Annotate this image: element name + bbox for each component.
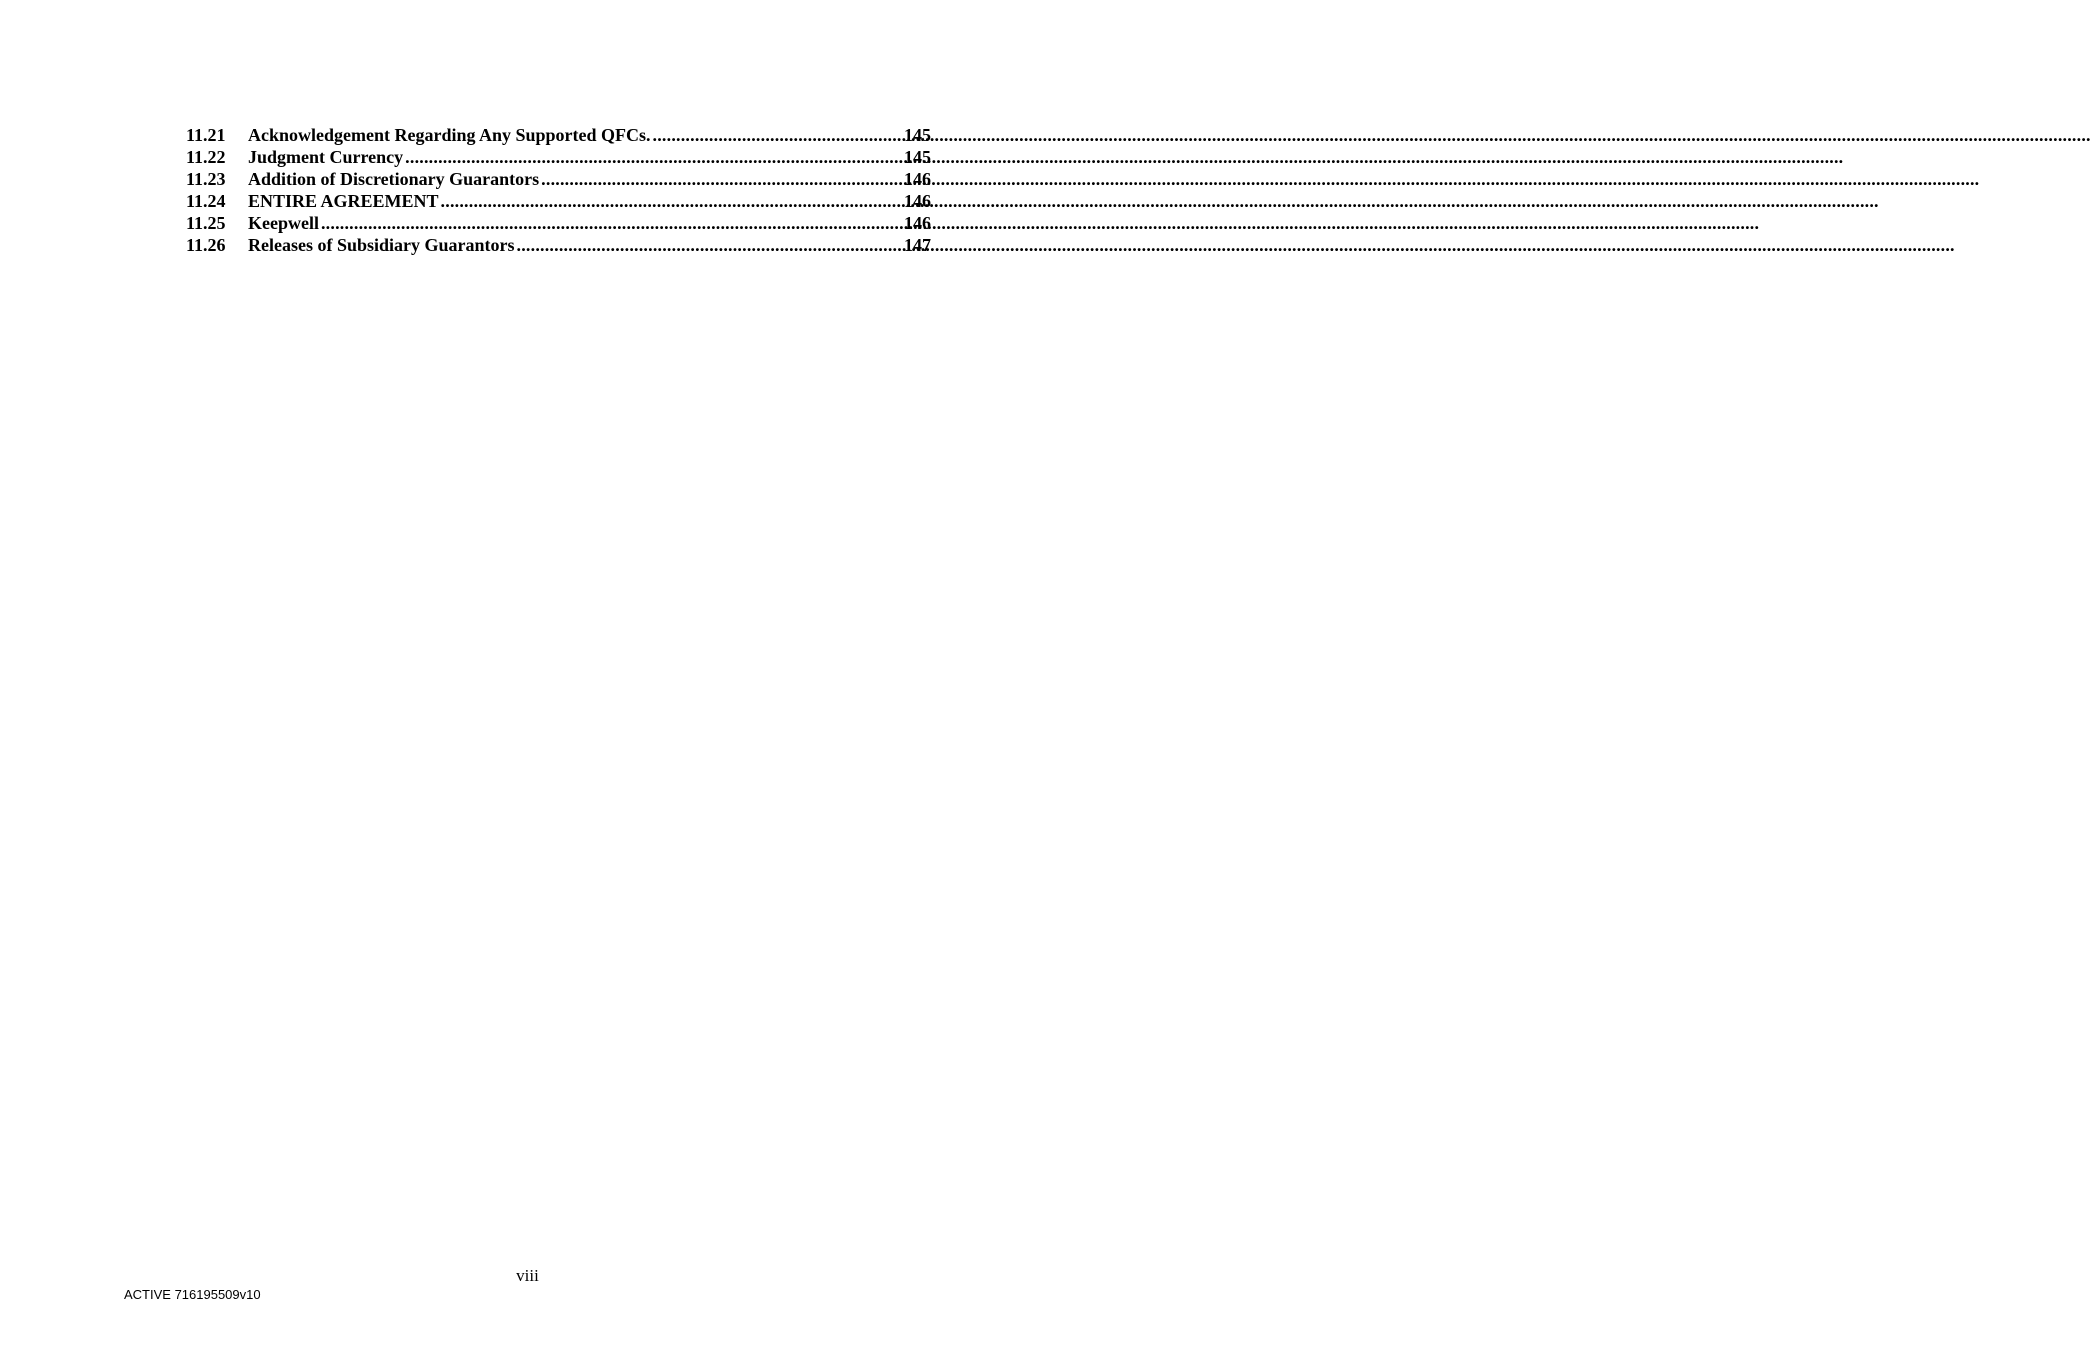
toc-entry-title: ENTIRE AGREEMENT (248, 191, 439, 211)
toc-dot-leader (441, 190, 902, 212)
toc-entry-number: 11.26 (186, 235, 226, 255)
toc-entry-number: 11.25 (186, 213, 226, 233)
toc-dot-leader (541, 168, 902, 190)
toc-entry-title: Keepwell (248, 213, 319, 233)
toc-entry-number: 11.23 (186, 169, 226, 189)
toc-entry-page: 145 (904, 125, 931, 145)
toc-entry-title: Releases of Subsidiary Guarantors (248, 235, 515, 255)
toc-entry[interactable] (186, 168, 931, 190)
toc-entry-page: 145 (904, 147, 931, 167)
toc-entry-title: Addition of Discretionary Guarantors (248, 169, 540, 189)
toc-entry-page: 146 (904, 213, 931, 233)
toc-entry[interactable] (186, 146, 931, 168)
document-id: ACTIVE 716195509v10 (124, 1287, 261, 1302)
toc-entry-page: 146 (904, 169, 931, 189)
toc-entry-page: 147 (904, 235, 931, 255)
toc-entry[interactable] (186, 212, 931, 234)
toc-entry[interactable] (186, 124, 931, 146)
table-of-contents (186, 124, 931, 256)
toc-entry-number: 11.24 (186, 191, 226, 211)
toc-entry[interactable] (186, 190, 931, 212)
toc-entry-title: Judgment Currency (248, 147, 404, 167)
toc-dot-leader (517, 234, 902, 256)
toc-entry-number: 11.22 (186, 147, 226, 167)
toc-entry[interactable] (186, 234, 931, 256)
toc-dot-leader (405, 146, 902, 168)
toc-entry-number: 11.21 (186, 125, 226, 145)
toc-entry-page: 146 (904, 191, 931, 211)
toc-dot-leader (321, 212, 902, 234)
toc-dot-leader (653, 124, 902, 146)
page-number: viii (516, 1266, 539, 1285)
toc-entry-title: Acknowledgement Regarding Any Supported QFCs. (248, 125, 651, 145)
